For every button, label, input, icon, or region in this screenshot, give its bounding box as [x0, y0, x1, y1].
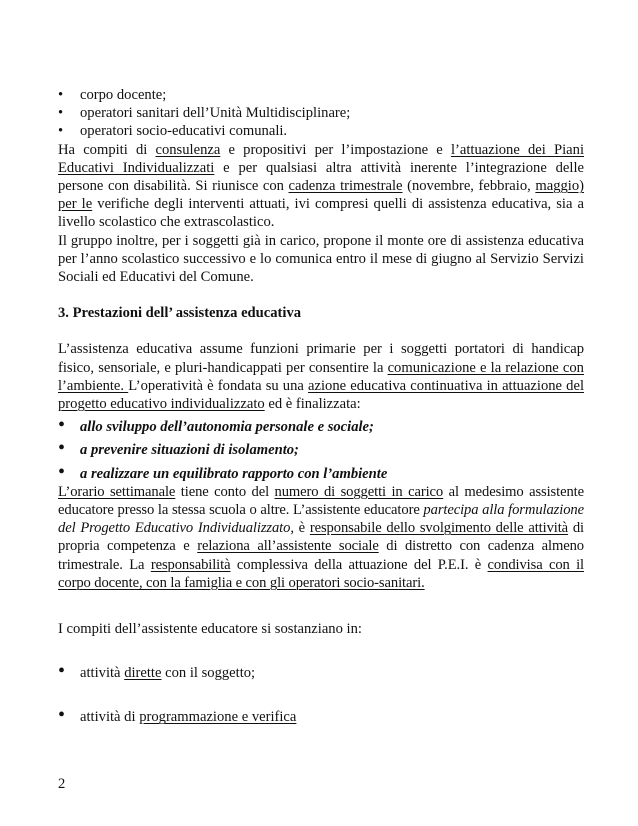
page-number: 2 — [58, 776, 66, 792]
list-item-text: corpo docente; — [80, 87, 167, 103]
list-item — [58, 104, 584, 122]
list-item-text: attività dirette con il soggetto; — [80, 665, 256, 682]
list-item-text: operatori socio-educativi comunali. — [80, 123, 288, 140]
list-item — [58, 662, 584, 682]
section-heading: 3. Prestazioni dell’ assistenza educativa — [58, 305, 302, 322]
list-item-text: a realizzare un equilibrato rapporto con l’ambiente — [80, 465, 388, 482]
list-item-text: operatori sanitari dell’Unità Multidisciplinare; — [80, 105, 351, 122]
bullet-icon: • — [58, 437, 66, 460]
bullet-icon: • — [58, 414, 66, 437]
list-item — [58, 86, 584, 104]
bullet-icon: • — [58, 460, 66, 483]
list-item — [58, 416, 584, 436]
paragraph-assistenza: L’assistenza educativa assume funzioni primarie per i soggetti portatori di handicap fisico, sensoriale, e pluri-handicappati per consentire la comunicazione e la relazione con l’ambiente. L’operatività è fondata su una azione educativa continuativa in attuazione del progetto educativo individualizzato ed è finalizzata: — [58, 341, 585, 413]
list-item-text: attività di programmazione e verifica — [80, 709, 297, 726]
list-item-text: allo sviluppo dell’autonomia personale e sociale; — [80, 419, 374, 436]
list-item — [58, 460, 584, 483]
paragraph-orario: L’orario settimanale tiene conto del numero di soggetti in carico al medesimo assistente educatore presso la stessa scuola o altre. L’assistente educatore partecipa alla formulazione del Progetto Educativo Individualizzato, è responsabile dello svolgimento delle attività di propria competenza e relaziona all’assistente sociale di distretto con cadenza almeno trimestrale. La responsabilità complessiva della attuazione del P.E.I. è condivisa con il corpo docente, con la famiglia e con gli operatori socio-sanitari. — [58, 483, 585, 591]
bullet-icon: • — [58, 87, 64, 103]
document-body — [58, 86, 584, 727]
bullet-icon: • — [58, 105, 64, 122]
paragraph-monte-ore: Il gruppo inoltre, per i soggetti già in carico, propone il monte ore di assistenza educativa per l’anno scolastico successivo e lo comunica entro il mese di giugno al Servizio Servizi Sociali ed Educativi del Comune. — [58, 232, 584, 286]
paragraph-consulenza: Ha compiti di consulenza e propositivi per l’impostazione e l’attuazione dei Piani Educativi Individualizzati e per qualsiasi altra attività inerente l’integrazione delle persone con disabilità. Si riunisce con cadenza trimestrale (novembre, febbraio, maggio) per le verifiche degli interventi attuati, ivi compresi quelli di assistenza educativa, sia a livello scolastico che extrascolastico. — [58, 141, 585, 231]
list-item — [58, 439, 584, 459]
list-item — [58, 706, 584, 726]
paragraph-compiti: I compiti dell’assistente educatore si sostanziano in: — [58, 621, 362, 638]
bullet-icon: • — [58, 123, 64, 140]
list-item-text: a prevenire situazioni di isolamento; — [80, 442, 299, 459]
list-item — [58, 122, 584, 140]
bullet-icon: • — [58, 660, 66, 683]
bullet-icon: • — [58, 704, 66, 727]
